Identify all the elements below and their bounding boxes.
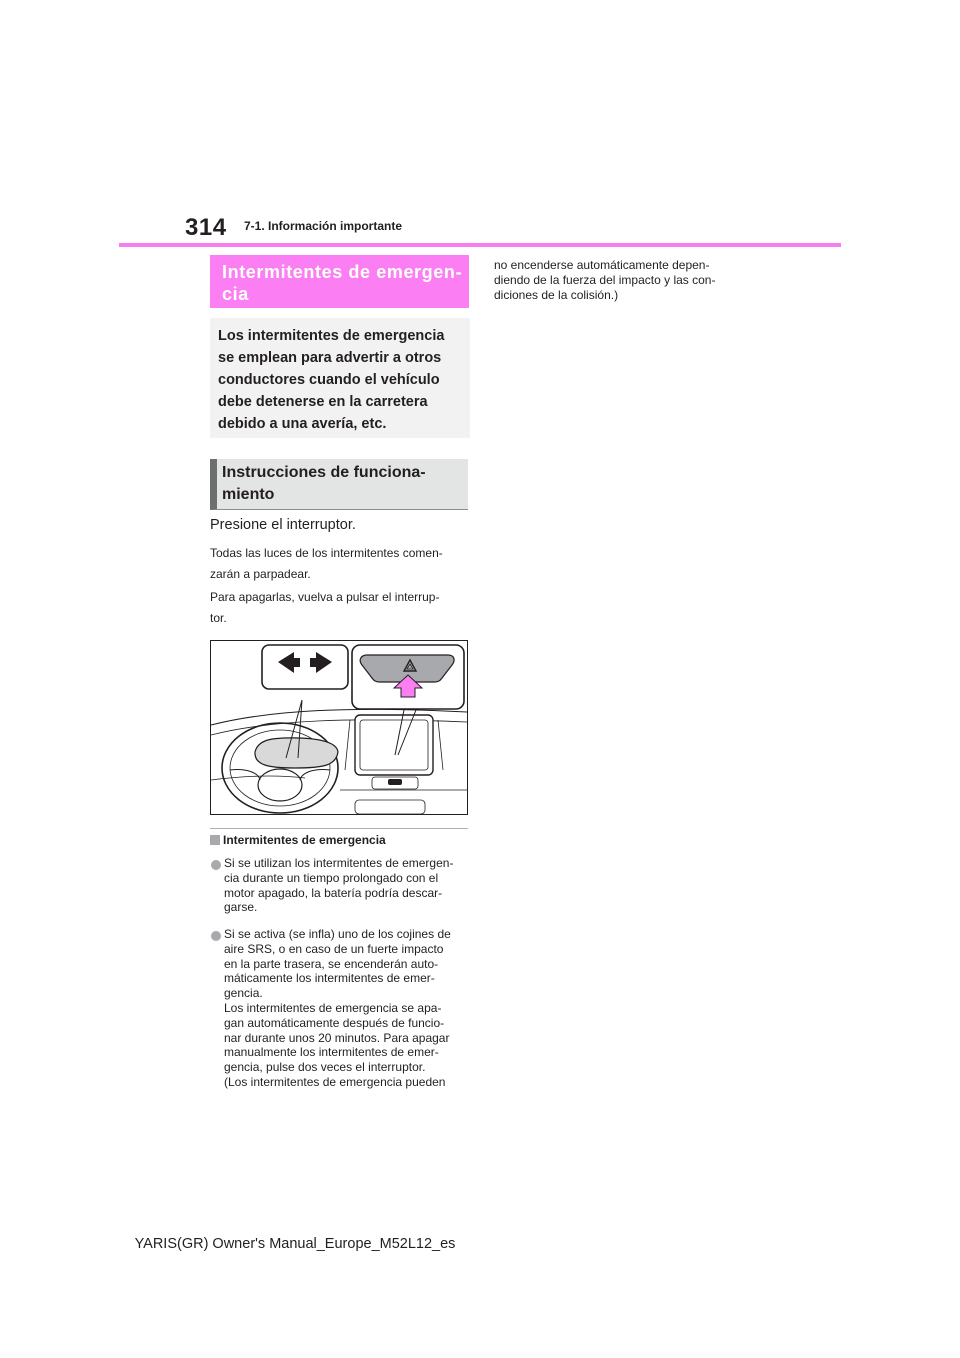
note-line: (Los intermitentes de emergencia pueden [224,1074,446,1089]
paragraph-turn-off [210,587,468,629]
section-title-line: Intermitentes de emergen- [222,262,463,282]
note-line: aire SRS, o en caso de un fuerte impacto [224,941,444,956]
instructions-heading-line: miento [222,486,275,503]
notes-heading-text: Intermitentes de emergencia [223,833,386,847]
note-line: gan automáticamente después de funcio- [224,1015,445,1030]
paragraph-line: Para apagarlas, vuelva a pulsar el interrup- [210,590,440,604]
paragraph-line: tor. [210,611,227,625]
summary-line: se emplean para advertir a otros [218,350,442,366]
right-column-line: diendo de la fuerza del impacto y las con- [494,272,716,287]
note-line: Si se activa (se infla) uno de los cojines de [224,927,451,941]
paragraph-line: zarán a parpadear. [210,567,311,581]
paragraph-flash [210,543,468,585]
note-line: máticamente los intermitentes de emer- [224,971,435,986]
note-bullet-srs [224,927,472,1090]
page-number: 314 [185,214,227,241]
instructions-heading [222,462,462,506]
note-line: manualmente los intermitentes de emer- [224,1045,439,1060]
paragraph-line: Todas las luces de los intermitentes comen- [210,546,443,560]
note-line: en la parte trasera, se encenderán auto- [224,956,439,971]
right-column-text [494,258,754,302]
note-line: Si se utilizan los intermitentes de emergen- [224,856,454,870]
note-line: garse. [224,900,258,915]
instructions-heading-line: Instrucciones de funciona- [222,464,426,481]
note-line: gencia. [224,986,263,1001]
round-bullet-icon [211,931,221,941]
note-line: Los intermitentes de emergencia se apa- [224,1000,442,1015]
note-line: cia durante un tiempo prolongado con el [224,870,439,885]
round-bullet-icon [211,860,221,870]
summary-text [218,325,466,435]
note-line: motor apagado, la batería podría descar- [224,885,443,900]
note-line: nar durante unos 20 minutos. Para apagar [224,1030,450,1045]
summary-line: Los intermitentes de emergencia [218,328,445,344]
summary-line: conductores cuando el vehículo [218,372,440,388]
note-bullet-battery [224,856,472,915]
notes-heading [210,833,386,847]
square-bullet-icon [210,835,220,845]
section-title-line: cia [222,284,249,304]
note-line: gencia, pulse dos veces el interruptor. [224,1060,426,1075]
right-column-line: diciones de la colisión.) [494,287,619,302]
right-column-line: no encenderse automáticamente depen- [494,258,710,272]
notes-divider [210,828,468,829]
section-title [222,261,467,305]
header-rule [119,243,841,247]
summary-line: debe detenerse en la carretera [218,394,428,410]
dashboard-illustration [210,640,468,815]
press-instruction: Presione el interruptor. [210,517,356,533]
footer-manual-id: YARIS(GR) Owner's Manual_Europe_M52L12_es [134,1236,456,1252]
summary-line: debido a una avería, etc. [218,416,387,432]
section-reference: 7-1. Información importante [244,219,403,233]
